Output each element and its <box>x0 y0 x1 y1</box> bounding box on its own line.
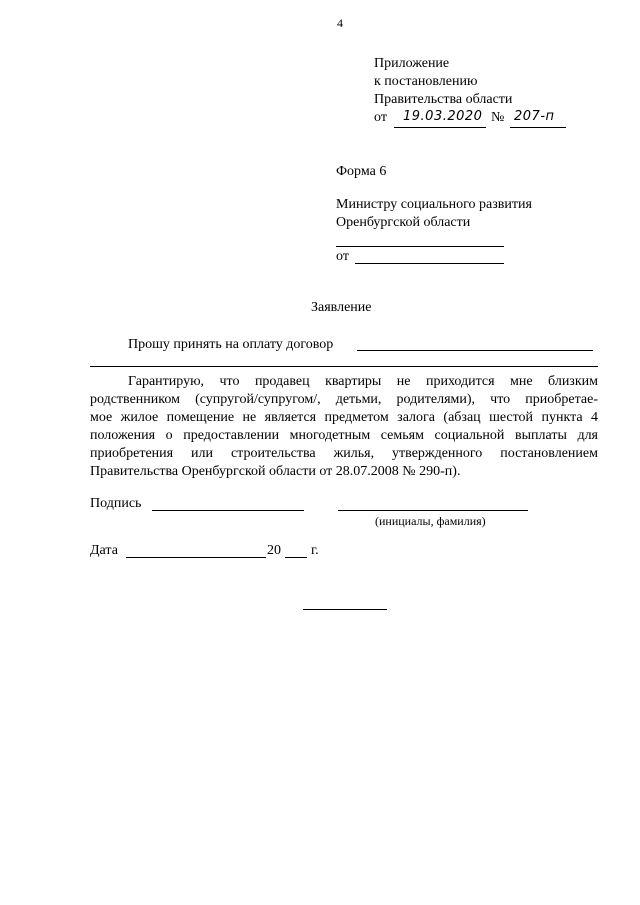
addressee-line-1: Министру социального развития <box>336 197 532 212</box>
appendix-line-2: к постановлению <box>374 74 478 89</box>
closing-divider <box>303 609 387 610</box>
contract-continuation-line <box>90 366 598 367</box>
body-line-3: мое жилое помещение не является предметом залога (абзац шестой пункта 4 <box>90 410 598 425</box>
request-text: Прошу принять на оплату договор <box>128 337 334 352</box>
body-line-4: положения о предоставлении многодетным семьям социальной выплаты для <box>90 428 598 443</box>
initials-caption: (инициалы, фамилия) <box>375 514 486 528</box>
date-line <box>126 557 266 558</box>
year-prefix: 20 <box>267 543 281 558</box>
addressee-from-label: от <box>336 249 349 264</box>
body-line-1: Гарантирую, что продавец квартиры не приходится мне близким <box>128 374 598 389</box>
year-suffix: г. <box>311 543 319 558</box>
contract-blank-line <box>357 350 593 351</box>
signature-label: Подпись <box>90 496 142 511</box>
addressee-line-2: Оренбургской области <box>336 215 471 230</box>
appendix-line-1: Приложение <box>374 56 450 71</box>
body-line-2: родственником (супругой/супругом/, детьми, родителями), что приобретае- <box>90 392 598 407</box>
appendix-date-handwritten: 19.03.2020 <box>403 109 483 124</box>
body-line-5: приобретения или строительства жилья, утвержденного постановлением <box>90 446 598 461</box>
appendix-date-line <box>394 127 486 128</box>
appendix-number-handwritten: 207-п <box>514 109 555 124</box>
date-label: Дата <box>90 543 118 558</box>
appendix-number-label: № <box>491 110 505 125</box>
year-line <box>285 557 307 558</box>
initials-line <box>338 510 528 511</box>
form-label: Форма 6 <box>336 164 387 179</box>
signature-line <box>152 510 304 511</box>
body-line-6: Правительства Оренбургской области от 28.07.2008 № 290-п). <box>90 464 461 479</box>
addressee-from-line <box>355 263 504 264</box>
appendix-line-3: Правительства области <box>374 92 513 107</box>
document-title: Заявление <box>311 300 372 315</box>
addressee-blank-line <box>336 246 504 247</box>
page-number: 4 <box>337 16 343 30</box>
appendix-number-line <box>510 127 566 128</box>
appendix-from-label: от <box>374 110 387 125</box>
